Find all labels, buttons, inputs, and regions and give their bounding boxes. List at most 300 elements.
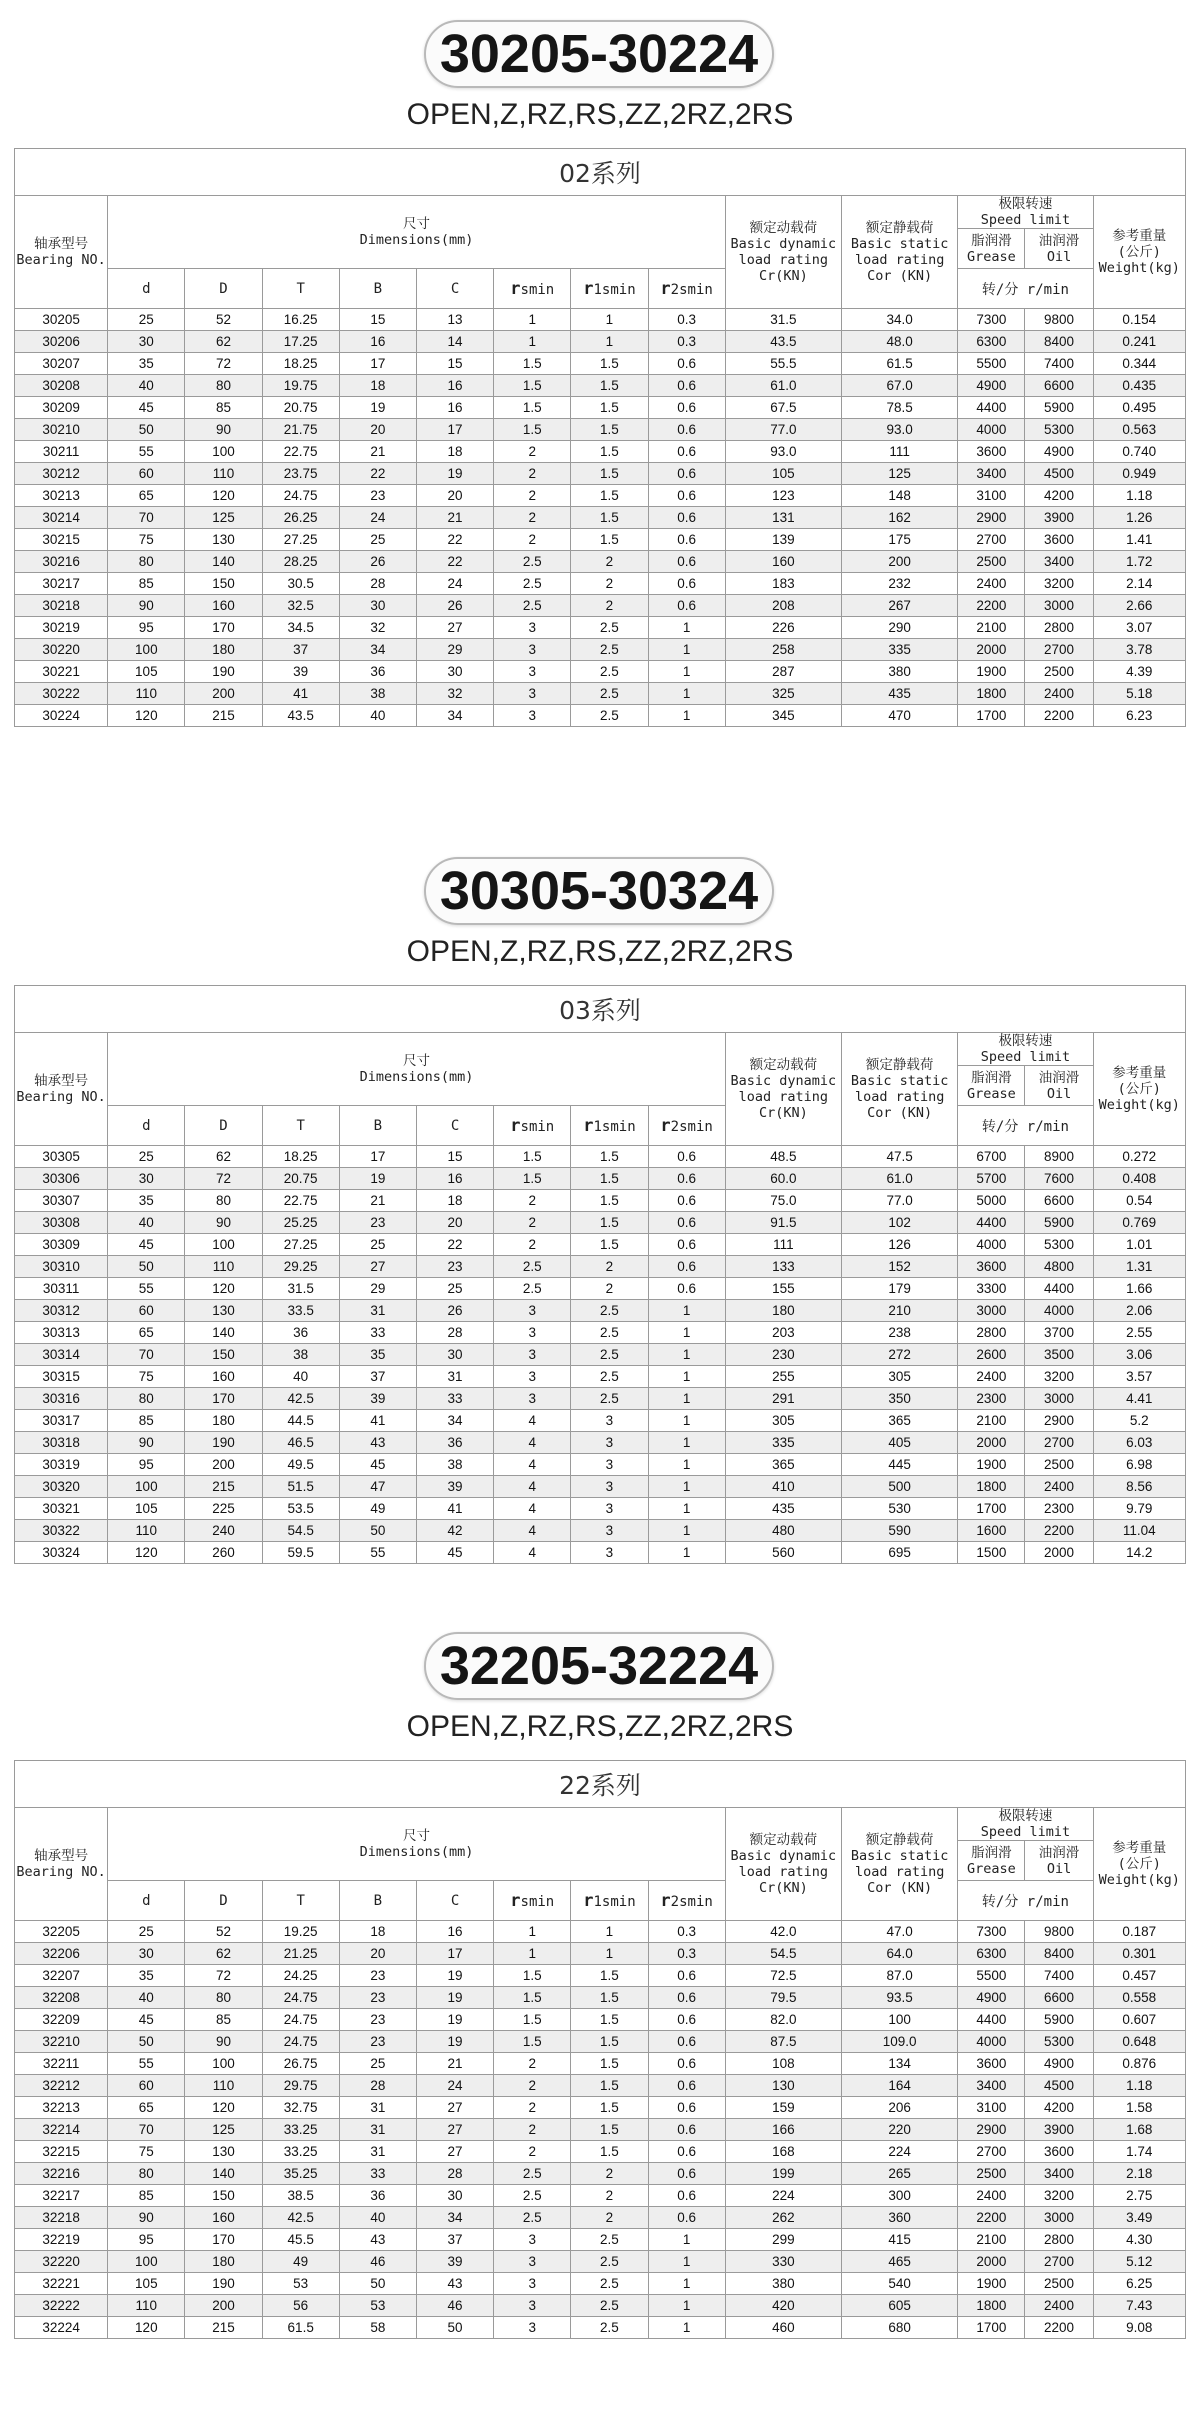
weight-unit: (公斤) (1117, 1856, 1161, 1872)
table-cell: 4.30 (1093, 2229, 1185, 2251)
table-cell: 0.6 (648, 551, 725, 573)
table-cell: 34.5 (262, 617, 339, 639)
table-cell: 31 (339, 1300, 416, 1322)
table-cell: 93.5 (842, 1987, 958, 2009)
table-row (15, 1454, 1186, 1476)
table-cell: 1 (648, 2317, 725, 2339)
table-cell: 0.435 (1093, 375, 1185, 397)
table-cell: 1900 (958, 661, 1025, 683)
table-cell: 19 (416, 1987, 493, 2009)
table-cell: 162 (842, 507, 958, 529)
table-cell: 179 (842, 1278, 958, 1300)
table-row (15, 1322, 1186, 1344)
table-cell: 2.06 (1093, 1300, 1185, 1322)
table-cell: 95 (108, 2229, 185, 2251)
stat-label: 额定静载荷 (865, 1832, 934, 1848)
dimensions-header (108, 1808, 726, 1881)
table-cell: 60.0 (725, 1168, 841, 1190)
table-cell: 0.6 (648, 1965, 725, 1987)
table-cell: 3.49 (1093, 2207, 1185, 2229)
table-row (15, 2295, 1186, 2317)
table-cell: 36 (339, 2185, 416, 2207)
table-cell: 3600 (958, 1256, 1025, 1278)
table-cell: 3 (494, 1366, 571, 1388)
radius-suffix: 2smin (670, 281, 713, 298)
table-row (15, 2053, 1186, 2075)
table-row (15, 1146, 1186, 1168)
table-row (15, 1190, 1186, 1212)
table-cell: 19 (339, 1168, 416, 1190)
table-cell: 48.5 (725, 1146, 841, 1168)
table-cell: 110 (185, 2075, 262, 2097)
table-cell: 61.5 (262, 2317, 339, 2339)
table-cell: 67.0 (842, 375, 958, 397)
table-cell: 365 (842, 1410, 958, 1432)
table-cell: 1 (571, 331, 648, 353)
table-cell: 93.0 (725, 441, 841, 463)
table-cell: 2.5 (571, 1300, 648, 1322)
table-cell: 18 (416, 1190, 493, 1212)
table-cell: 0.272 (1093, 1146, 1185, 1168)
table-cell: 25 (108, 1146, 185, 1168)
table-cell: 4200 (1025, 485, 1093, 507)
table-cell: 1600 (958, 1520, 1025, 1542)
table-cell: 3400 (958, 463, 1025, 485)
table-cell: 46.5 (262, 1432, 339, 1454)
table-cell: 420 (725, 2295, 841, 2317)
table-cell: 287 (725, 661, 841, 683)
table-cell: 105 (725, 463, 841, 485)
table-cell: 1.58 (1093, 2097, 1185, 2119)
table-cell: 53 (339, 2295, 416, 2317)
table-cell: 21.75 (262, 419, 339, 441)
table-cell: 1.5 (571, 2031, 648, 2053)
table-cell: 8.56 (1093, 1476, 1185, 1498)
static-load-header (842, 1808, 958, 1921)
table-cell: 19.75 (262, 375, 339, 397)
table-cell: 120 (185, 1278, 262, 1300)
table-cell: 0.6 (648, 2097, 725, 2119)
table-cell: 31.5 (725, 309, 841, 331)
table-cell: 159 (725, 2097, 841, 2119)
table-cell: 0.607 (1093, 2009, 1185, 2031)
table-cell: 30222 (15, 683, 108, 705)
table-cell: 2100 (958, 617, 1025, 639)
table-cell: 3600 (958, 2053, 1025, 2075)
table-cell: 38.5 (262, 2185, 339, 2207)
table-cell: 14 (416, 331, 493, 353)
table-cell: 3000 (1025, 1388, 1093, 1410)
table-cell: 140 (185, 1322, 262, 1344)
table-row (15, 353, 1186, 375)
table-cell: 50 (339, 2273, 416, 2295)
table-cell: 0.6 (648, 2163, 725, 2185)
table-cell: 25 (339, 2053, 416, 2075)
table-cell: 20.75 (262, 1168, 339, 1190)
table-cell: 3900 (1025, 507, 1093, 529)
table-cell: 2 (494, 463, 571, 485)
table-cell: 58 (339, 2317, 416, 2339)
table-cell: 31 (339, 2119, 416, 2141)
table-cell: 27 (416, 617, 493, 639)
table-cell: 2100 (958, 2229, 1025, 2251)
table-cell: 0.6 (648, 1278, 725, 1300)
table-cell: 3200 (1025, 1366, 1093, 1388)
table-cell: 265 (842, 2163, 958, 2185)
table-cell: 1.26 (1093, 507, 1185, 529)
model-label: 轴承型号 (34, 1073, 89, 1089)
table-cell: 50 (108, 2031, 185, 2053)
oil-label: 油润滑 (1038, 232, 1080, 249)
table-cell: 0.408 (1093, 1168, 1185, 1190)
table-cell: 32216 (15, 2163, 108, 2185)
table-cell: 16 (416, 1921, 493, 1943)
table-cell: 2.5 (571, 2251, 648, 2273)
grease-header (958, 1841, 1025, 1881)
table-cell: 4000 (958, 419, 1025, 441)
table-cell: 62 (185, 1146, 262, 1168)
oil-label-en: Oil (1046, 1085, 1072, 1102)
radius-suffix: 1smin (593, 1118, 636, 1135)
table-cell: 32215 (15, 2141, 108, 2163)
table-cell: 232 (842, 573, 958, 595)
table-cell: 105 (108, 2273, 185, 2295)
table-cell: 27.25 (262, 1234, 339, 1256)
table-cell: 305 (842, 1366, 958, 1388)
table-cell: 72.5 (725, 1965, 841, 1987)
table-cell: 100 (108, 1476, 185, 1498)
table-cell: 62 (185, 1943, 262, 1965)
table-cell: 2000 (1025, 1542, 1093, 1564)
table-cell: 3 (494, 2295, 571, 2317)
table-cell: 28.25 (262, 551, 339, 573)
dimensions-label-en: Dimensions(mm) (359, 1069, 474, 1085)
table-cell: 44.5 (262, 1410, 339, 1432)
table-cell: 2.5 (571, 639, 648, 661)
table-cell: 0.6 (648, 529, 725, 551)
table-cell: 1.5 (571, 529, 648, 551)
table-cell: 62 (185, 331, 262, 353)
dimensions-label: 尺寸 (402, 1828, 430, 1844)
table-cell: 18 (339, 375, 416, 397)
table-cell: 4400 (958, 397, 1025, 419)
table-cell: 19.25 (262, 1921, 339, 1943)
table-cell: 325 (725, 683, 841, 705)
table-cell: 1.5 (571, 507, 648, 529)
table-cell: 2 (571, 551, 648, 573)
table-cell: 34 (416, 1410, 493, 1432)
table-row (15, 2229, 1186, 2251)
table-cell: 2000 (958, 639, 1025, 661)
table-row (15, 1366, 1186, 1388)
speed-label-en: Speed limit (980, 1824, 1071, 1840)
table-cell: 100 (185, 441, 262, 463)
table-cell: 1.5 (494, 375, 571, 397)
table-cell: 22.75 (262, 1190, 339, 1212)
table-cell: 5500 (958, 353, 1025, 375)
table-row (15, 397, 1186, 419)
table-cell: 30321 (15, 1498, 108, 1520)
table-cell: 30311 (15, 1278, 108, 1300)
table-cell: 180 (185, 1410, 262, 1432)
table-cell: 2.5 (494, 2207, 571, 2229)
oil-label: 油润滑 (1038, 1844, 1080, 1861)
table-cell: 2 (494, 485, 571, 507)
table-cell: 6.23 (1093, 705, 1185, 727)
table-cell: 3 (571, 1410, 648, 1432)
table-cell: 30 (416, 661, 493, 683)
table-cell: 80 (185, 1987, 262, 2009)
oil-header (1025, 1066, 1093, 1106)
table-cell: 40 (108, 1212, 185, 1234)
table-cell: 17 (416, 419, 493, 441)
table-cell: 30.5 (262, 573, 339, 595)
table-cell: 3600 (1025, 2141, 1093, 2163)
table-cell: 4.39 (1093, 661, 1185, 683)
section-subtitle: OPEN,Z,RZ,RS,ZZ,2RZ,2RS (406, 935, 794, 968)
table-cell: 226 (725, 617, 841, 639)
table-cell: 80 (108, 551, 185, 573)
table-cell: 16 (339, 331, 416, 353)
table-cell: 120 (108, 2317, 185, 2339)
table-cell: 32217 (15, 2185, 108, 2207)
table-cell: 45 (108, 397, 185, 419)
table-cell: 2.5 (571, 1388, 648, 1410)
table-cell: 120 (185, 485, 262, 507)
speed-label: 极限转速 (998, 196, 1053, 212)
table-row (15, 463, 1186, 485)
table-row (15, 1432, 1186, 1454)
table-cell: 2.5 (494, 1278, 571, 1300)
table-cell: 19 (416, 2009, 493, 2031)
table-row (15, 683, 1186, 705)
table-cell: 260 (185, 1542, 262, 1564)
table-cell: 2 (494, 2053, 571, 2075)
table-cell: 32205 (15, 1921, 108, 1943)
table-cell: 2.5 (571, 1344, 648, 1366)
table-cell: 32220 (15, 2251, 108, 2273)
table-cell: 0.949 (1093, 463, 1185, 485)
table-cell: 40 (108, 1987, 185, 2009)
table-cell: 19 (339, 397, 416, 419)
table-cell: 75.0 (725, 1190, 841, 1212)
table-row (15, 2075, 1186, 2097)
table-cell: 60 (108, 1300, 185, 1322)
table-cell: 0.6 (648, 2207, 725, 2229)
table-cell: 39 (416, 1476, 493, 1498)
table-cell: 32221 (15, 2273, 108, 2295)
table-cell: 60 (108, 463, 185, 485)
table-cell: 1 (494, 331, 571, 353)
table-cell: 38 (416, 1454, 493, 1476)
grease-label: 脂润滑 (971, 1844, 1012, 1861)
table-cell: 1.5 (571, 485, 648, 507)
table-cell: 40 (339, 2207, 416, 2229)
table-cell: 102 (842, 1212, 958, 1234)
table-cell: 32224 (15, 2317, 108, 2339)
table-cell: 6.03 (1093, 1432, 1185, 1454)
table-cell: 24.75 (262, 2031, 339, 2053)
table-cell: 3000 (958, 1300, 1025, 1322)
table-cell: 3700 (1025, 1322, 1093, 1344)
table-cell: 8900 (1025, 1146, 1093, 1168)
table-cell: 1800 (958, 2295, 1025, 2317)
table-cell: 110 (185, 463, 262, 485)
table-cell: 3 (571, 1476, 648, 1498)
weight-unit: (公斤) (1117, 244, 1161, 260)
table-cell: 1 (648, 1322, 725, 1344)
table-cell: 1.5 (571, 2075, 648, 2097)
table-cell: 9800 (1025, 309, 1093, 331)
table-cell: 0.6 (648, 2009, 725, 2031)
table-cell: 21 (339, 441, 416, 463)
table-cell: 45.5 (262, 2229, 339, 2251)
table-cell: 28 (416, 2163, 493, 2185)
table-cell: 1.5 (571, 1190, 648, 1212)
dim-col-header: d (108, 1881, 185, 1921)
series-label: 22系列 (15, 1761, 1186, 1808)
table-cell: 2 (571, 2163, 648, 2185)
speed-label: 极限转速 (998, 1808, 1053, 1824)
table-cell: 155 (725, 1278, 841, 1300)
table-cell: 3 (494, 639, 571, 661)
table-cell: 29.75 (262, 2075, 339, 2097)
table-cell: 70 (108, 1344, 185, 1366)
speed-unit-header: 转/分 r/min (958, 1881, 1093, 1921)
table-cell: 36 (416, 1432, 493, 1454)
model-label-en: Bearing NO. (16, 1864, 106, 1880)
table-cell: 2200 (1025, 2317, 1093, 2339)
table-cell: 47.5 (842, 1146, 958, 1168)
table-cell: 267 (842, 595, 958, 617)
table-cell: 24.25 (262, 1965, 339, 1987)
table-cell: 1.5 (571, 397, 648, 419)
table-cell: 170 (185, 1388, 262, 1410)
table-cell: 49 (262, 2251, 339, 2273)
table-cell: 18 (339, 1921, 416, 1943)
grease-label: 脂润滑 (971, 1069, 1012, 1086)
table-cell: 5500 (958, 1965, 1025, 1987)
table-cell: 2.5 (571, 617, 648, 639)
table-cell: 1.5 (494, 1146, 571, 1168)
table-cell: 2700 (1025, 639, 1093, 661)
table-cell: 0.6 (648, 2075, 725, 2097)
table-cell: 2400 (958, 573, 1025, 595)
table-cell: 46 (339, 2251, 416, 2273)
table-cell: 2.5 (571, 705, 648, 727)
table-cell: 380 (842, 661, 958, 683)
table-cell: 2000 (958, 1432, 1025, 1454)
table-cell: 24.75 (262, 2009, 339, 2031)
table-cell: 24 (416, 573, 493, 595)
table-cell: 3200 (1025, 2185, 1093, 2207)
table-cell: 2 (494, 2141, 571, 2163)
table-cell: 32210 (15, 2031, 108, 2053)
table-cell: 23 (339, 1965, 416, 1987)
table-cell: 160 (185, 2207, 262, 2229)
table-cell: 5300 (1025, 419, 1093, 441)
table-cell: 25 (108, 1921, 185, 1943)
table-cell: 27 (416, 2141, 493, 2163)
table-cell: 139 (725, 529, 841, 551)
table-cell: 605 (842, 2295, 958, 2317)
table-cell: 200 (185, 1454, 262, 1476)
weight-label: 参考重量 (1112, 1065, 1167, 1081)
table-cell: 24.75 (262, 1987, 339, 2009)
table-cell: 3.06 (1093, 1344, 1185, 1366)
table-cell: 110 (108, 2295, 185, 2317)
table-cell: 30318 (15, 1432, 108, 1454)
table-cell: 0.6 (648, 1256, 725, 1278)
table-cell: 4 (494, 1454, 571, 1476)
dim-col-header: C (416, 1106, 493, 1146)
table-cell: 9.79 (1093, 1498, 1185, 1520)
table-cell: 2800 (1025, 617, 1093, 639)
table-cell: 405 (842, 1432, 958, 1454)
table-cell: 85 (185, 2009, 262, 2031)
table-row (15, 2163, 1186, 2185)
table-cell: 32 (416, 683, 493, 705)
table-cell: 70 (108, 2119, 185, 2141)
table-cell: 2.5 (571, 2317, 648, 2339)
table-cell: 2300 (1025, 1498, 1093, 1520)
table-row (15, 485, 1186, 507)
table-cell: 415 (842, 2229, 958, 2251)
table-cell: 75 (108, 529, 185, 551)
table-cell: 1.5 (494, 1168, 571, 1190)
dimensions-label: 尺寸 (402, 216, 430, 232)
dim-col-header: C (416, 1881, 493, 1921)
table-cell: 27.25 (262, 529, 339, 551)
table-cell: 36 (262, 1322, 339, 1344)
table-cell: 3 (494, 1300, 571, 1322)
table-cell: 133 (725, 1256, 841, 1278)
table-cell: 0.154 (1093, 309, 1185, 331)
table-cell: 26 (416, 595, 493, 617)
table-cell: 35 (108, 353, 185, 375)
table-cell: 1 (648, 1520, 725, 1542)
table-cell: 47.0 (842, 1921, 958, 1943)
table-row (15, 331, 1186, 353)
grease-label-en: Grease (966, 248, 1016, 265)
table-cell: 150 (185, 2185, 262, 2207)
spec-table-wrap (14, 1760, 1186, 2339)
spec-table-wrap (14, 985, 1186, 1564)
table-cell: 3 (494, 2317, 571, 2339)
table-cell: 3 (494, 1322, 571, 1344)
table-cell: 17.25 (262, 331, 339, 353)
table-cell: 123 (725, 485, 841, 507)
table-cell: 56 (262, 2295, 339, 2317)
table-cell: 40 (262, 1366, 339, 1388)
table-cell: 1 (648, 617, 725, 639)
table-cell: 2.5 (571, 2295, 648, 2317)
table-cell: 90 (185, 2031, 262, 2053)
table-cell: 29 (339, 1278, 416, 1300)
table-cell: 1 (494, 1921, 571, 1943)
table-row (15, 419, 1186, 441)
table-cell: 30217 (15, 573, 108, 595)
table-cell: 0.6 (648, 2053, 725, 2075)
table-cell: 1.5 (494, 2031, 571, 2053)
table-cell: 460 (725, 2317, 841, 2339)
table-cell: 2800 (1025, 2229, 1093, 2251)
table-row (15, 1921, 1186, 1943)
table-cell: 100 (108, 2251, 185, 2273)
table-cell: 30305 (15, 1146, 108, 1168)
table-cell: 21.25 (262, 1943, 339, 1965)
table-cell: 291 (725, 1388, 841, 1410)
